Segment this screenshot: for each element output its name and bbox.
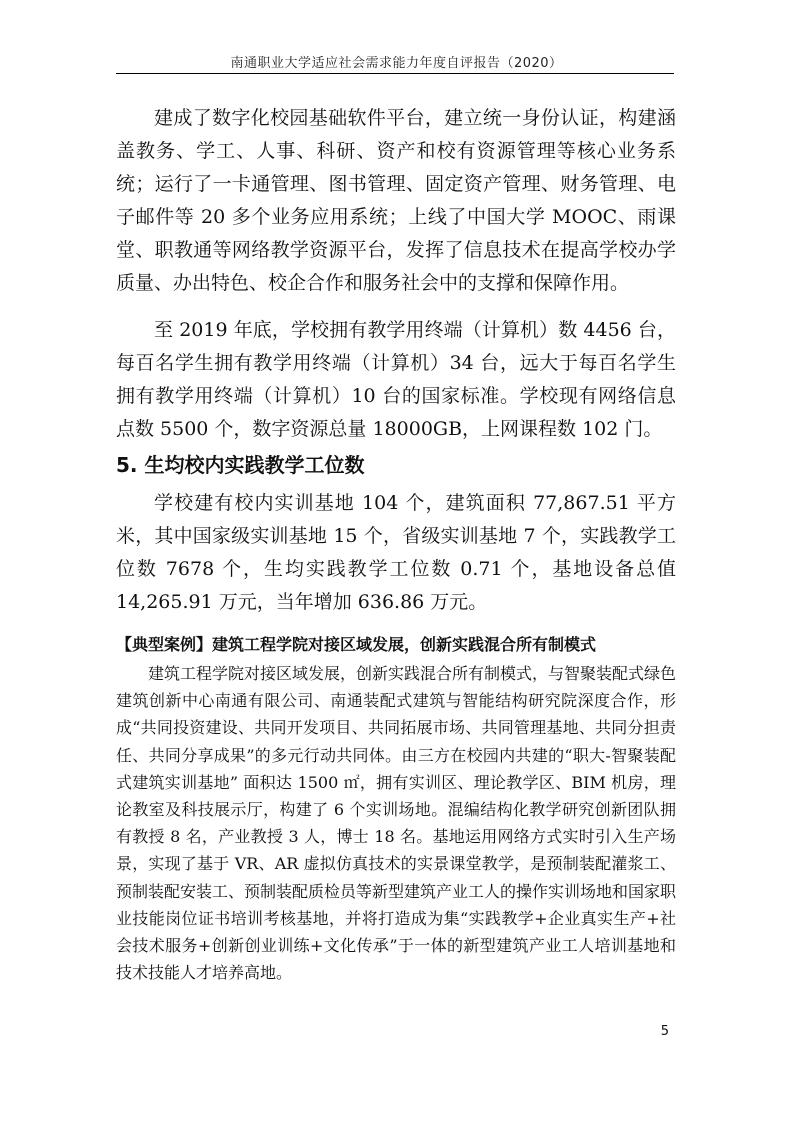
section-heading: 5. 生均校内实践教学工位数 [116,453,365,477]
case-study-title: 【典型案例】建筑工程学院对接区域发展，创新实践混合所有制模式 [116,635,597,654]
page-number: 5 [660,1024,669,1039]
case-study-text: 建筑工程学院对接区域发展，创新实践混合所有制模式，与智聚装配式绿色建筑创新中心南通有限公司、南通装配式建筑与智能结构研究院深度合作，形成“共同投资建设、共同开发项目、共同拓展市场、共同管理基地、共同分担责任、共同分享成果”的多元行动共同体。由三方在校园内共建的“职大-智聚装配式建筑实训基地” 面积达 1500 ㎡，拥有实训区、理论教学区、BIM 机房，理论教室及科技展示厅，构建了 6 个实训场地。混编结构化教学研究创新团队拥有教授 8 名，产业教授 3 人，博士 18 名。基地运用网络方式实时引入生产场景，实现了基于 VR、AR 虚拟仿真技术的实景课堂教学，是预制装配灌浆工、预制装配安装工、预制装配质检员等新型建筑产业工人的操作实训场地和国家职业技能岗位证书培训考核基地，并将打造成为集“实践教学+企业真实生产+社会技术服务+创新创业训练+文化传承”于一体的新型建筑产业工人培训基地和技术技能人才培养高地。 [116,664,677,983]
running-header: 南通职业大学适应社会需求能力年度自评报告（2020） [230,56,563,71]
paragraph-training-bases: 学校建有校内实训基地 104 个，建筑面积 77,867.51 平方米，其中国家级实训基地 15 个，省级实训基地 7 个，实践教学工位数 7678 个，生均实践教学工位数 0.71 个，基地设备总值 14,265.91 万元，当年增加 636.86 万元。 [116,492,676,613]
paragraph-digital-campus: 建成了数字化校园基础软件平台，建立统一身份认证，构建涵盖教务、学工、人事、科研、资产和校有资源管理等核心业务系统；运行了一卡通管理、图书管理、固定资产管理、财务管理、电子邮件等 20 多个业务应用系统；上线了中国大学 MOOC、雨课堂、职教通等网络教学资源平台，发挥了信息技术在提高学校办学质量、办出特色、校企合作和服务社会中的支撑和保障作用。 [116,107,676,294]
paragraph-terminals: 至 2019 年底，学校拥有教学用终端（计算机）数 4456 台，每百名学生拥有教学用终端（计算机）34 台，远大于每百名学生拥有教学用终端（计算机）10 台的国家标准。学校现有网络信息点数 5500 个，数字资源总量 18000GB，上网课程数 102 门。 [116,319,676,440]
header-divider [116,73,674,74]
